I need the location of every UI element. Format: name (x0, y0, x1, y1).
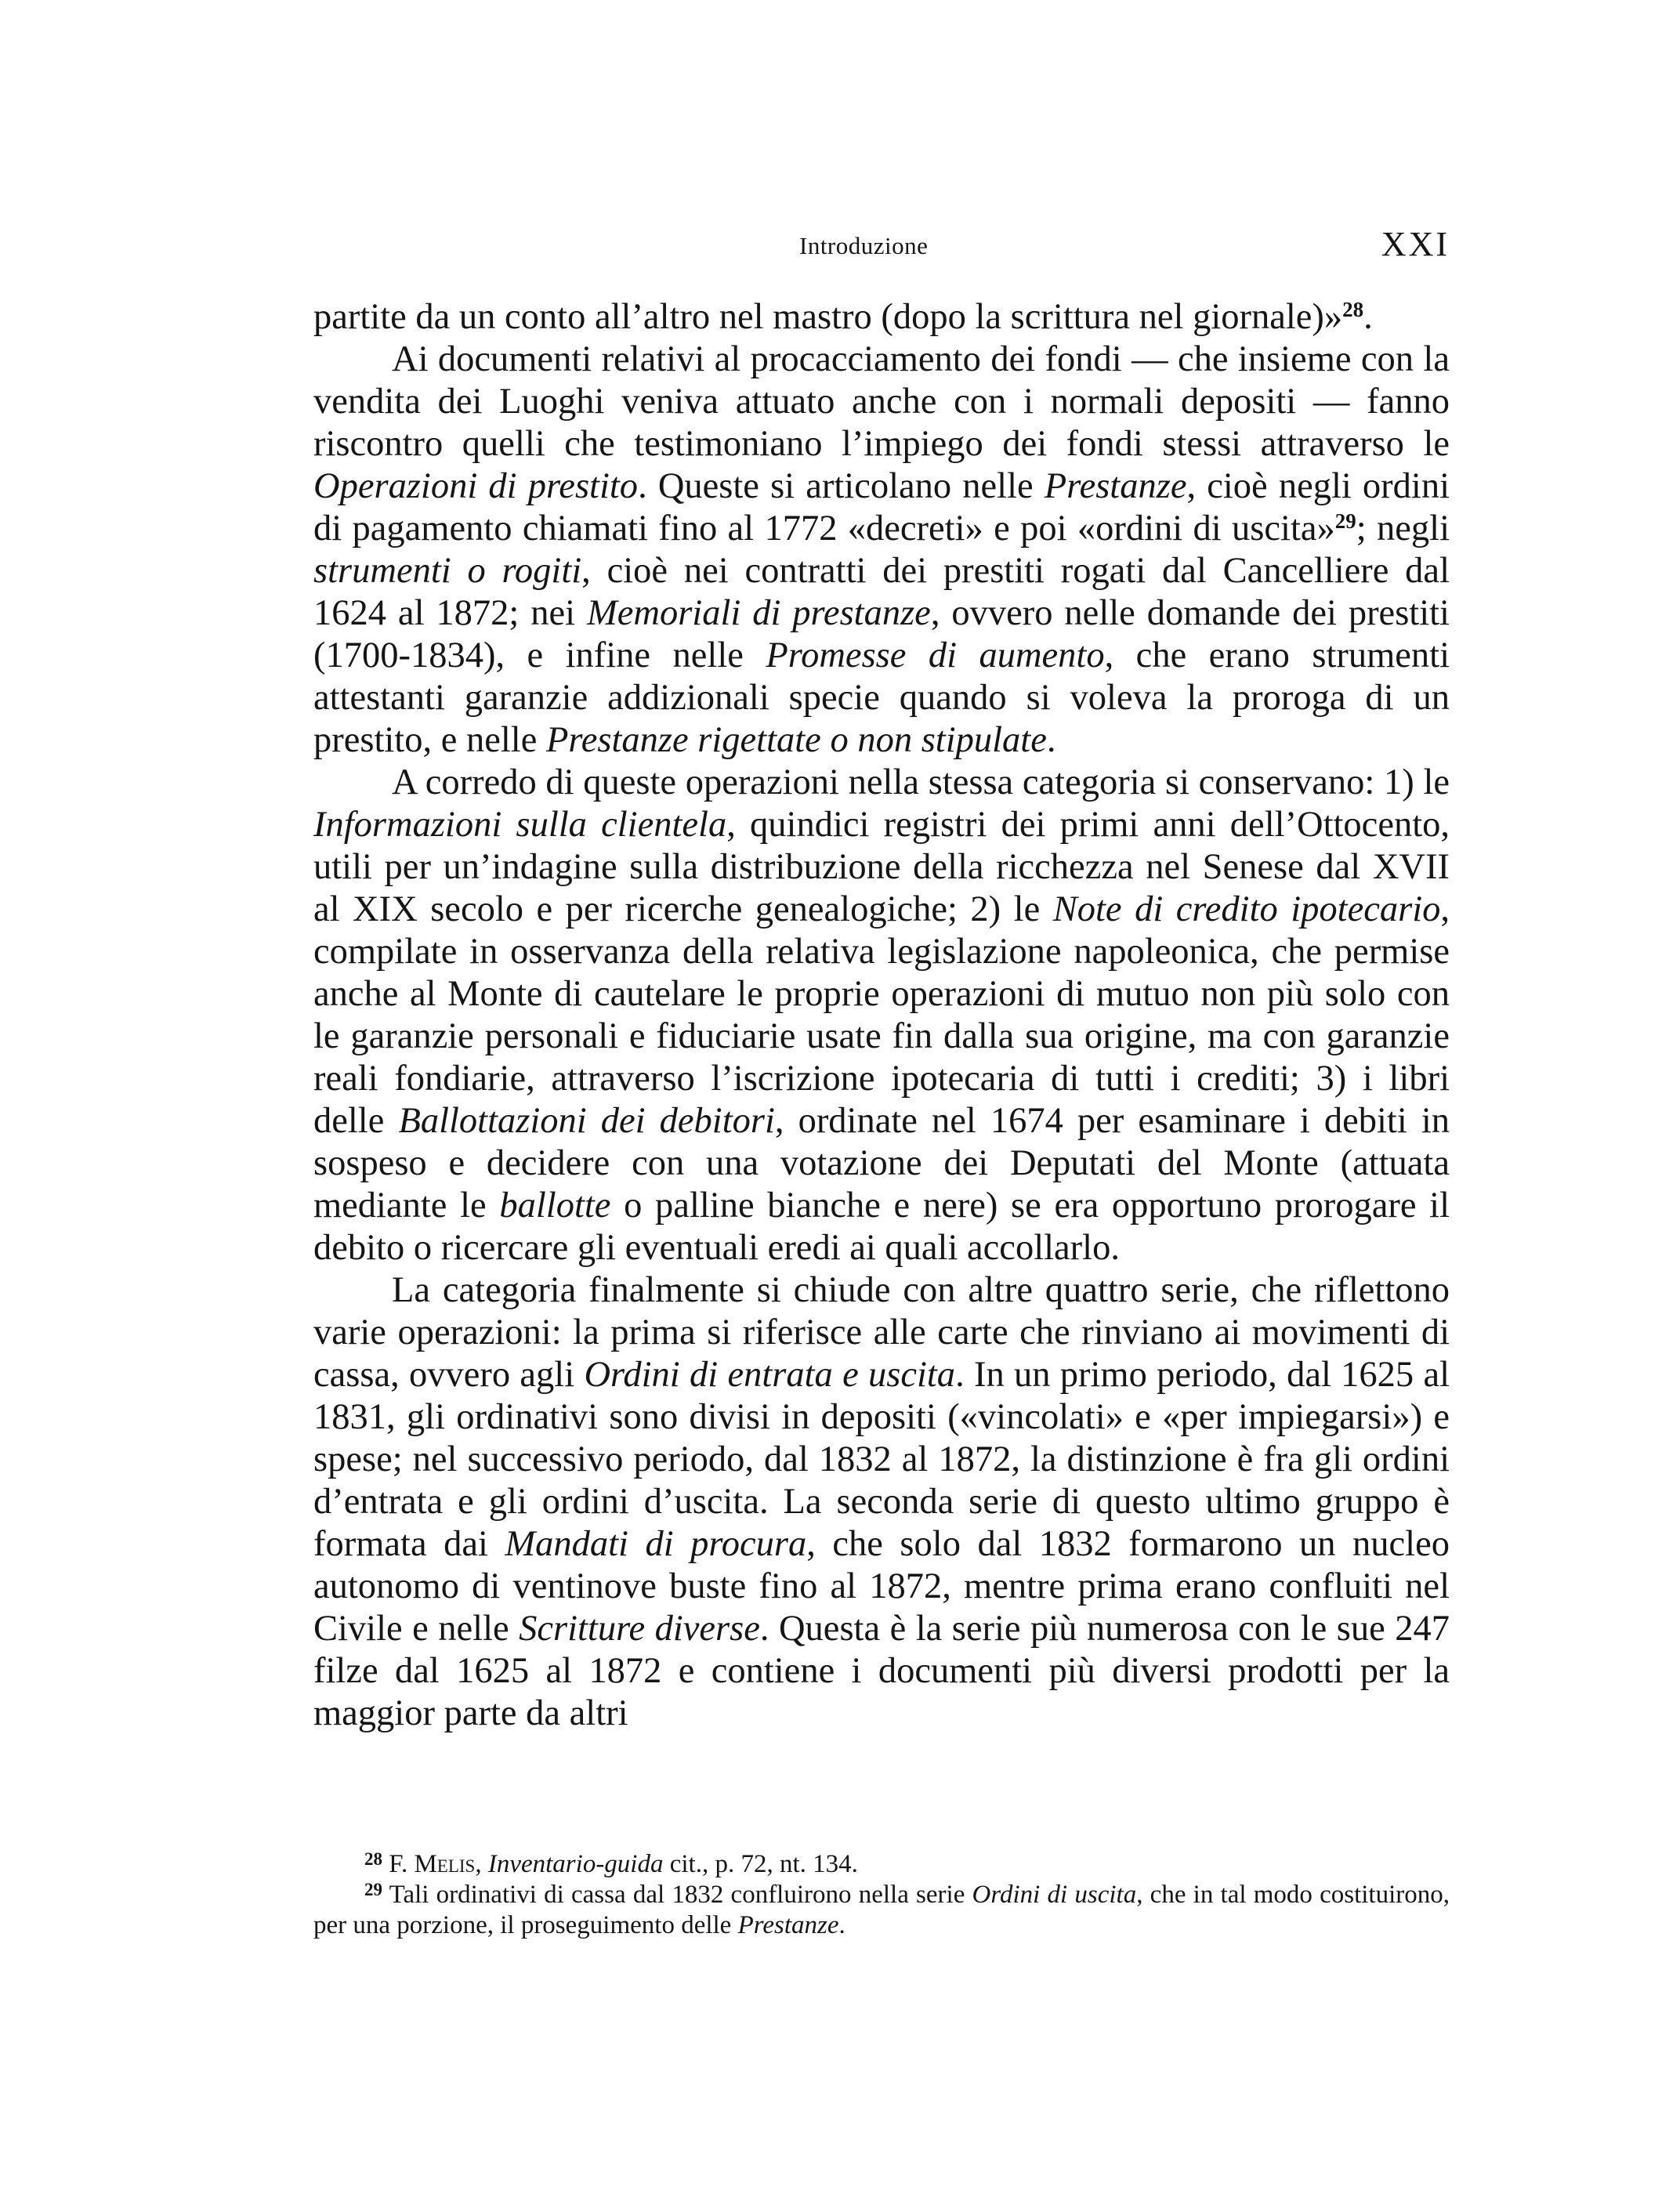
paragraph-3: A corredo di queste operazioni nella stessa categoria si conservano: 1) le Informazioni sulla clientela, quindici registri dei primi anni dell’Ottocento, utili per un’indagine sulla distribuzione della ricchezza nel Senese dal XVII al XIX secolo e per ricerche genealogiche; 2) le Note di credito ipotecario, compilate in osservanza della relativa legislazione napoleonica, che permise anche al Monte di cautelare le proprie operazioni di mutuo non più solo con le garanzie personali e fiduciarie usate fin dalla sua origine, ma con garanzie reali fondiarie, attraverso l’iscrizione ipotecaria di tutti i crediti; 3) i libri delle Ballottazioni dei debitori, ordinate nel 1674 per esaminare i debiti in sospeso e decidere con una votazione dei Deputati del Monte (attuata mediante le ballotte o palline bianche e nere) se era opportuno prorogare il debito o ricercare gli eventuali eredi ai quali accollarlo. (313, 762, 1450, 1268)
footnotes (313, 1849, 1450, 1941)
footnote-ref-28[interactable]: 28 (1342, 298, 1364, 322)
paragraph-2: Ai documenti relativi al procacciamento dei fondi — che insieme con la vendita dei Luoghi veniva attuato anche con i normali depositi — fanno riscontro quelli che testimoniano l’impiego dei fondi stessi attraverso le Operazioni di prestito. Queste si articolano nelle Prestanze, cioè negli ordini di pagamento chiamati fino al 1772 «decreti» e poi «ordini di uscita»$^{29}$; negli strumenti o rogiti, cioè nei contratti dei prestiti rogati dal Cancelliere dal 1624 al 1872; nei Memoriali di prestanze, ovvero nelle domande dei prestiti (1700-1834), e infine nelle Promesse di aumento, che erano strumenti attestanti garanzie addizionali specie quando si voleva la proroga di un prestito, e nelle Prestanze rigettate o non stipulate. (313, 339, 1450, 760)
paragraph-1: partite da un conto all’altro nel mastro (dopo la scrittura nel giornale)»$^{28}$. (313, 297, 1373, 337)
running-title: Introduzione (799, 232, 929, 259)
paragraph-4: La categoria finalmente si chiude con altre quattro serie, che riflettono varie operazioni: la prima si riferisce alle carte che rinviano ai movimenti di cassa, ovvero agli Ordini di entrata e uscita. In un primo periodo, dal 1625 al 1831, gli ordinativi sono divisi in depositi («vincolati» e «per impiegarsi») e spese; nel successivo periodo, dal 1832 al 1872, la distinzione è fra gli ordini d’entrata e gli ordini d’uscita. La seconda serie di questo ultimo gruppo è formata dai Mandati di procura, che solo dal 1832 formarono un nucleo autonomo di ventinove buste fino al 1872, mentre prima erano confluiti nel Civile e nelle Scritture diverse. Questa è la serie più numerosa con le sue 247 filze dal 1625 al 1872 e contiene i documenti più diversi prodotti per la maggior parte da altri (313, 1270, 1450, 1733)
page-number: XXI (1381, 225, 1450, 263)
running-head (313, 227, 1450, 274)
footnote-ref-29[interactable]: 29 (1334, 509, 1356, 534)
footnote-29: $^{29}$ Tali ordinativi di cassa dal 1832 confluirono nella serie Ordini di uscita, che in tal modo costituirono, per una porzione, il proseguimento delle Prestanze. (313, 1879, 1450, 1939)
main-text (313, 296, 1450, 1735)
footnote-28: $^{28}$ F. Melis, Inventario-guida cit., p. 72, nt. 134. (364, 1848, 858, 1878)
